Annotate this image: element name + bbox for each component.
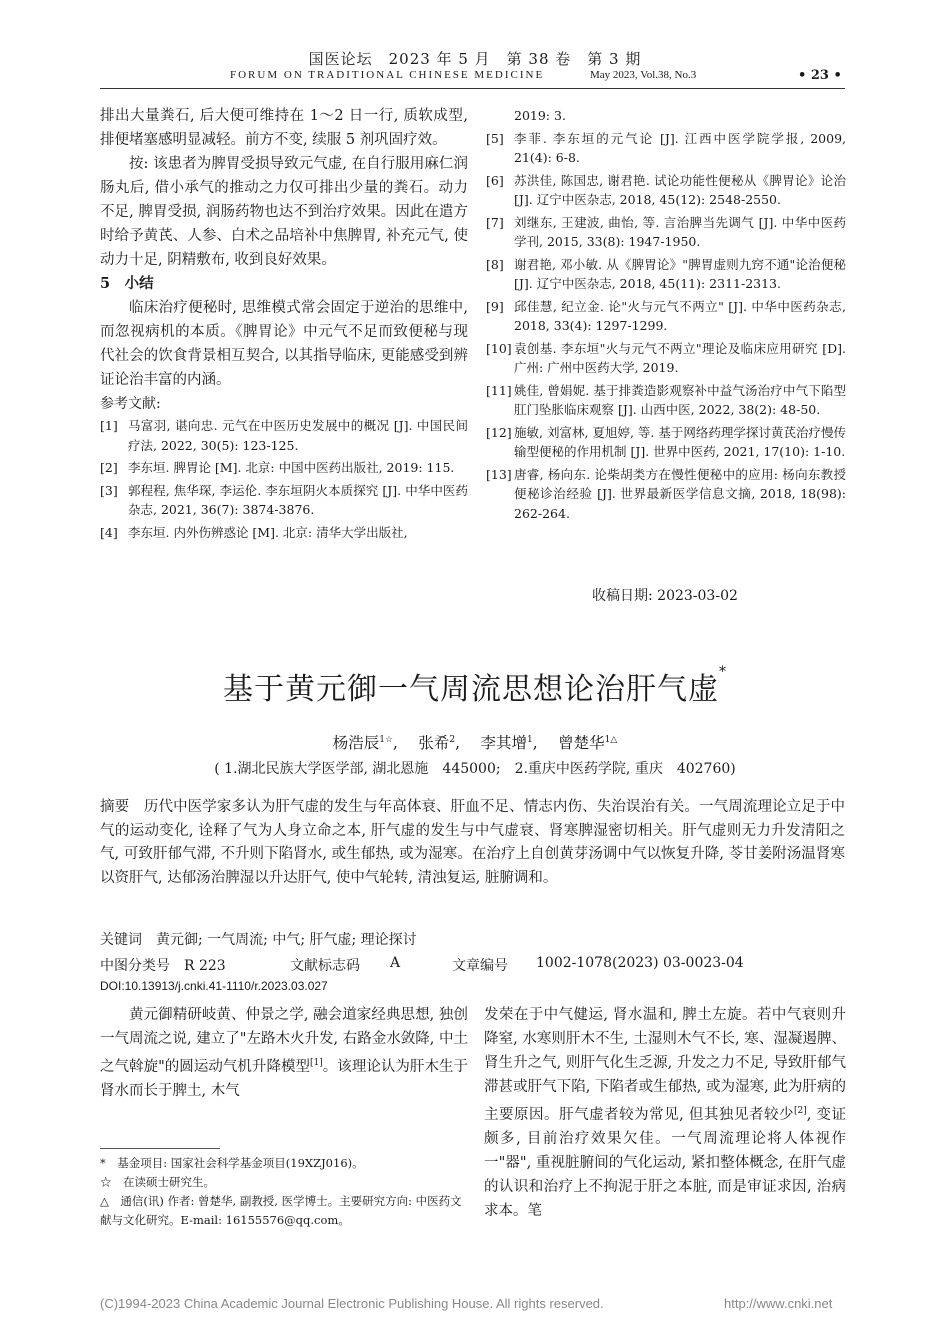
author-list: 杨浩辰$^{1☆}$, 张希$^2$, 李其增$^1$, 曾楚华$^{1\triangle}$ <box>332 734 618 752</box>
footnote: ☆ 在读硕士研究生。 <box>100 1175 215 1189</box>
left-column <box>100 104 468 545</box>
title-footnote-mark: * <box>719 664 727 680</box>
author: 曾楚华 <box>558 734 605 752</box>
journal-header-en: FORUM ON TRADITIONAL CHINESE MEDICINE <box>230 69 545 81</box>
reference-item: [11] 姚佳, 曾娟妮. 基于排粪造影观察补中益气汤治疗中气下陷型肛门坠胀临床观察 [J]. 山西中医, 2022, 38(2): 48-50. <box>486 382 846 417</box>
body-right-column <box>484 1003 846 1223</box>
reference-item: [4] 李东垣. 内外伤辨惑论 [M]. 北京: 清华大学出版社, <box>100 524 408 540</box>
affiliation: ( 1.湖北民族大学医学部, 湖北恩施 445000; 2.重庆中医药学院, 重庆 402760) <box>214 761 736 777</box>
paragraph: 按: 该患者为脾胃受损导致元气虚, 在自行服用麻仁润肠丸后, 借小承气的推动之力仅可排出少量的粪石。动力不足, 脾胃受损, 润肠药物也达不到治疗效果。因此在遣方时给予黄芪、人参、白术之品培补中焦脾胃, 补充元气, 使动力十足, 阴精敷布, 收到良好效果。 <box>100 156 468 268</box>
paragraph: 排出大量粪石, 后大便可维持在 1～2 日一行, 质软成型, 排便堵塞感明显减轻。前方不变, 续服 5 剂巩固疗效。 <box>100 108 468 148</box>
paragraph: 发荣在于中气健运, 肾水温和, 脾土左旋。若中气衰则升降窒, 水寒则肝木不生, 土湿则木气不长, 寒、湿凝遏脾、肾生升之气, 则肝气化生乏源, 升发之力不足, 导致肝郁气滞甚或肝气下陷, 下陷者或生郁热, 或为湿寒, 此为肝病的主要原因。肝气虚者较为常见, 但其独见者较少[2], 变证颇多, 目前治疗效果欠佳。一气周流理论将人体视作一"器", 重视脏腑间的气化运动, 紧扣整体概念, 在肝气虚的认识和治疗上不拘泥于肝之本脏, 而是审证求因, 治病求本。笔 <box>484 1007 847 1219</box>
copyright-line: (C)1994-2023 China Academic Journal Electronic Publishing House. All rights reserved. http://www.cnki.net <box>100 1296 833 1311</box>
abstract-text: 历代中医学家多认为肝气虚的发生与年高体衰、肝血不足、情志内伤、失治误治有关。一气周流理论立足于中气的运动变化, 诠释了气为人身立命之本, 肝气虚的发生与中气虚衰、肾寒脾湿密切相关。肝气虚则无力升发清阳之气, 可致肝郁气滞, 不升则下陷肾水, 或生郁热, 或为湿寒。在治疗上自创黄芽汤调中气以恢复升降, 苓甘姜附汤温肾寒以资肝气, 达郁汤治脾湿以升达肝气, 使中气轮转, 清浊复运, 脏腑调和。 <box>100 799 846 886</box>
reference-item: [12] 施敏, 刘富林, 夏旭婷, 等. 基于网络药理学探讨黄芪治疗慢传输型便秘的作用机制 [J]. 世界中医药, 2021, 17(10): 1-10. <box>486 424 846 459</box>
reference-item: [13] 唐睿, 杨向东. 论柴胡类方在慢性便秘中的应用: 杨向东教授便秘诊治经验 [J]. 世界最新医学信息文摘, 2018, 18(98): 262-264. <box>486 466 846 521</box>
journal-issue-en: May 2023, Vol.38, No.3 <box>590 69 697 81</box>
author: 李其增 <box>480 734 528 752</box>
received-date: 收稿日期: 2023-03-02 <box>592 588 738 604</box>
reference-item: [6] 苏洪佳, 陈国忠, 谢君艳. 试论功能性便秘从《脾胃论》论治 [J]. 辽宁中医杂志, 2018, 45(12): 2548-2550. <box>486 172 846 207</box>
footnote: * 基金项目: 国家社会科学基金项目(19XZJ016)。 <box>100 1156 364 1170</box>
classification-line: 中图分类号 R 223 文献标志码 A 文章编号 1002-1078(2023) 03-0023-04 <box>100 955 744 974</box>
citation: [1] <box>310 1058 323 1068</box>
right-column <box>486 106 846 526</box>
reference-item: [10] 袁创基. 李东垣"火与元气不两立"理论及临床应用研究 [D]. 广州: 广州中医药大学, 2019. <box>486 340 846 375</box>
references-heading: 参考文献: <box>100 396 161 412</box>
citation: [2] <box>794 1106 807 1116</box>
section-heading: 5 小结 <box>100 275 154 292</box>
paragraph: 黄元御精研岐黄、仲景之学, 融会道家经典思想, 独创一气周流之说, 建立了"左路木火升发, 右路金水敛降, 中土之气斡旋"的圆运动气机升降模型[1]。该理论认为肝木生于肾水而长于脾土, 木气 <box>100 1007 468 1099</box>
paragraph: 临床治疗便秘时, 思维模式常会固定于逆治的思维中, 而忽视病机的本质。《脾胃论》中元气不足而致便秘与现代社会的饮食背景相互契合, 以其指导临床, 更能感受到辨证论治丰富的内涵。 <box>100 300 468 388</box>
reference-item-continued: 2019: 3. <box>514 108 566 123</box>
author: 张希 <box>418 734 450 752</box>
header-rule <box>100 88 845 89</box>
reference-item: [8] 谢君艳, 邓小敏. 从《脾胃论》"脾胃虚则九窍不通"论治便秘 [J]. 辽宁中医杂志, 2018, 45(11): 2311-2313. <box>486 256 846 291</box>
reference-item: [9] 邱佳慧, 纪立金. 论"火与元气不两立" [J]. 中华中医药杂志, 2018, 33(4): 1297-1299. <box>486 298 846 333</box>
reference-item: [1] 马富羽, 谌向忠. 元气在中医历史发展中的概况 [J]. 中国民间疗法, 2022, 30(5): 123-125. <box>100 418 468 453</box>
author: 杨浩辰 <box>332 734 380 752</box>
footnote-rule <box>100 1148 220 1149</box>
article-title: 基于黄元御一气周流思想论治肝气虚* <box>223 664 727 707</box>
abstract-label: 摘要 <box>100 799 130 815</box>
page-number: • 23 • <box>798 68 842 83</box>
reference-list-left <box>100 416 468 542</box>
reference-item: [2] 李东垣. 脾胃论 [M]. 北京: 中国中医药出版社, 2019: 115. <box>100 460 455 475</box>
footnotes <box>100 1154 470 1230</box>
doi: DOI:10.13913/j.cnki.41-1110/r.2023.03.027 <box>100 979 328 993</box>
reference-item: [5] 李菲. 李东垣的元气论 [J]. 江西中医学院学报, 2009, 21(4): 6-8. <box>486 130 846 165</box>
body-left-column <box>100 1003 468 1103</box>
cnki-link[interactable]: http://www.cnki.net <box>724 1296 833 1311</box>
abstract <box>100 796 845 890</box>
reference-item: [7] 刘继东, 王建波, 曲怡, 等. 言治脾当先调气 [J]. 中华中医药学刊, 2015, 33(8): 1947-1950. <box>486 214 846 249</box>
footnote: △ 通信(讯) 作者: 曾楚华, 副教授, 医学博士。主要研究方向: 中医药文献与文化研究。E-mail: 16155576@qq.com。 <box>100 1194 462 1227</box>
reference-item: [3] 郭程程, 焦华琛, 李运伦. 李东垣阴火本质探究 [J]. 中华中医药杂志, 2021, 36(7): 3874-3876. <box>100 482 468 517</box>
keywords: 关键词 黄元御; 一气周流; 中气; 肝气虚; 理论探讨 <box>100 932 417 948</box>
journal-header-cn: 国医论坛 2023 年 5 月 第 38 卷 第 3 期 <box>308 50 642 68</box>
